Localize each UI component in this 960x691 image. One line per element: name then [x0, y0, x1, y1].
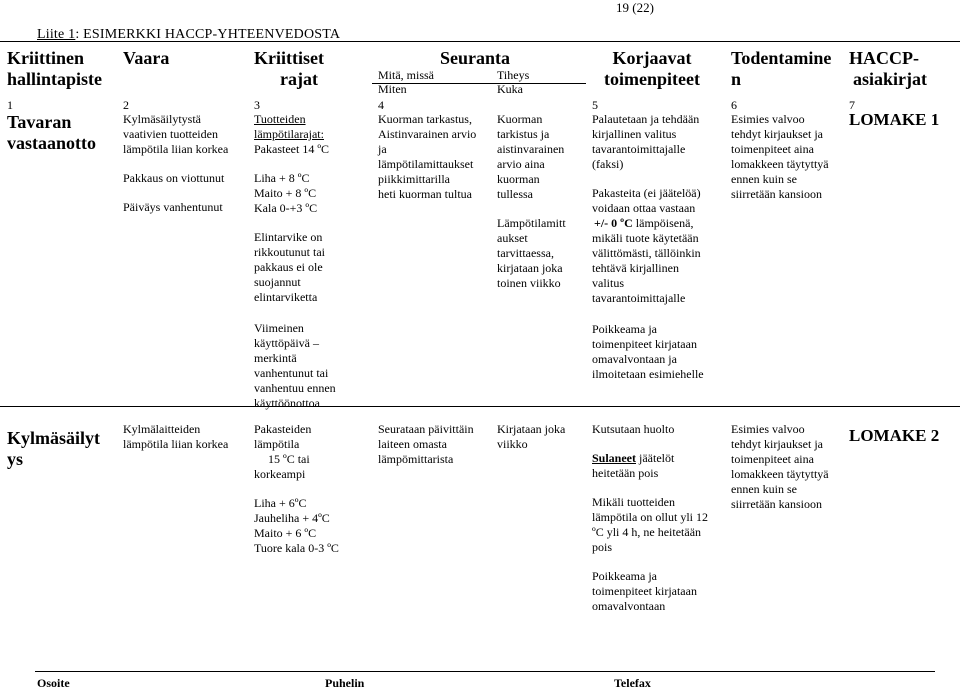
header-verification: Todentamine n [731, 48, 832, 89]
header-monitoring-what: Mitä, missä Miten [378, 68, 434, 96]
footer-phone: Puhelin [325, 676, 365, 690]
row1-verification: 6 Esimies valvoo tehdyt kirjaukset ja toimenpiteet aina lomakkeen täytyttyä ennen kuin se siirretään kansioon [731, 98, 829, 201]
header-monitoring-frequency: Tiheys Kuka [497, 68, 530, 96]
row2-verification: Esimies valvoo tehdyt kirjaukset ja toimenpiteet aina lomakkeen täytyttyä ennen kuin se siirretään kansioon [731, 422, 829, 511]
monitoring-sub-divider [372, 83, 586, 84]
row2-corrective-actions: Kutsutaan huolto Sulaneet jäätelöt heitetään pois Mikäli tuotteiden lämpötila on ollut yli 12 ºC yli 4 h, ne heitetään pois Poikkeama ja toimenpiteet kirjataan omavalvontaan [592, 422, 708, 613]
header-hazard: Vaara [123, 48, 170, 68]
page-number: 19 (22) [616, 0, 654, 15]
table-top-border [0, 41, 960, 42]
row2-monitoring-what: Seurataan päivittäin laiteen omasta lämpömittarista [378, 422, 474, 466]
row2-haccp-document: LOMAKE 2 [849, 426, 940, 445]
row1-corrective-actions: 5 Palautetaan ja tehdään kirjallinen valitus tavarantoimittajalle (faksi) Pakasteita (ei jäätelöä) voidaan ottaa vastaan +/- 0 ºC lämpöisenä, mikäli tuote käytetään välittömästi, tällöinkin tehtävä kirjallinen valitus tavarantoimittajalle Poikkeama ja toimenpiteet kirjataan omavalvontaan ja ilmoitetaan esimiehelle [592, 98, 704, 381]
row-divider [0, 406, 960, 407]
header-monitoring: Seuranta [440, 48, 511, 68]
row2-monitoring-frequency: Kirjataan joka viikko [497, 422, 566, 451]
row2-critical-limits: Pakasteiden lämpötila 15 ºC tai korkeampi Liha + 6ºC Jauheliha + 4ºC Maito + 6 ºC Tuore kala 0-3 ºC [254, 422, 339, 555]
liite-title: : ESIMERKKI HACCP-YHTEENVEDOSTA [75, 27, 341, 42]
header-critical-point: Kriittinen hallintapiste [7, 48, 103, 89]
header-haccp-documents: HACCP- asiakirjat [849, 48, 927, 89]
liite-label: Liite 1 [37, 27, 76, 42]
row1-haccp-document: 7 LOMAKE 1 [849, 98, 940, 129]
row2-critical-point: Kylmäsäilyt ys [7, 428, 100, 469]
row2-hazard: Kylmälaitteiden lämpötila liian korkea [123, 422, 229, 451]
row1-critical-limits: 3 Tuotteiden lämpötilarajat: Pakasteet 14 ºC Liha + 8 ºC Maito + 8 ºC Kala 0-+3 ºC Elintarvike on rikkoutunut tai pakkaus ei ole suojannut elintarviketta Viimeinen käyttöpäivä – merkintä vanhentunut tai vanhentuu ennen käyttöönottoa [254, 98, 336, 410]
footer-fax: Telefax [614, 676, 651, 690]
footer-address: Osoite [37, 676, 70, 690]
row1-monitoring-what: 4 Kuorman tarkastus, Aistinvarainen arvio ja lämpötilamittaukset piikkimittarilla heti kuorman tultua [378, 98, 477, 201]
row1-hazard: 2 Kylmäsäilytystä vaativien tuotteiden lämpötila liian korkea Pakkaus on viottunut Päiväys vanhentunut [123, 98, 229, 214]
footer-line [35, 671, 935, 672]
header-corrective-actions: Korjaavat toimenpiteet [604, 48, 700, 89]
header-critical-limits: Kriittiset rajat [254, 48, 324, 89]
row1-monitoring-frequency: Kuorman tarkistus ja aistinvarainen arvio aina kuorman tullessa Lämpötilamitt aukset tarvittaessa, kirjataan joka toinen viikko [497, 112, 566, 290]
row1-critical-point: 1 Tavaran vastaanotto [7, 98, 96, 153]
